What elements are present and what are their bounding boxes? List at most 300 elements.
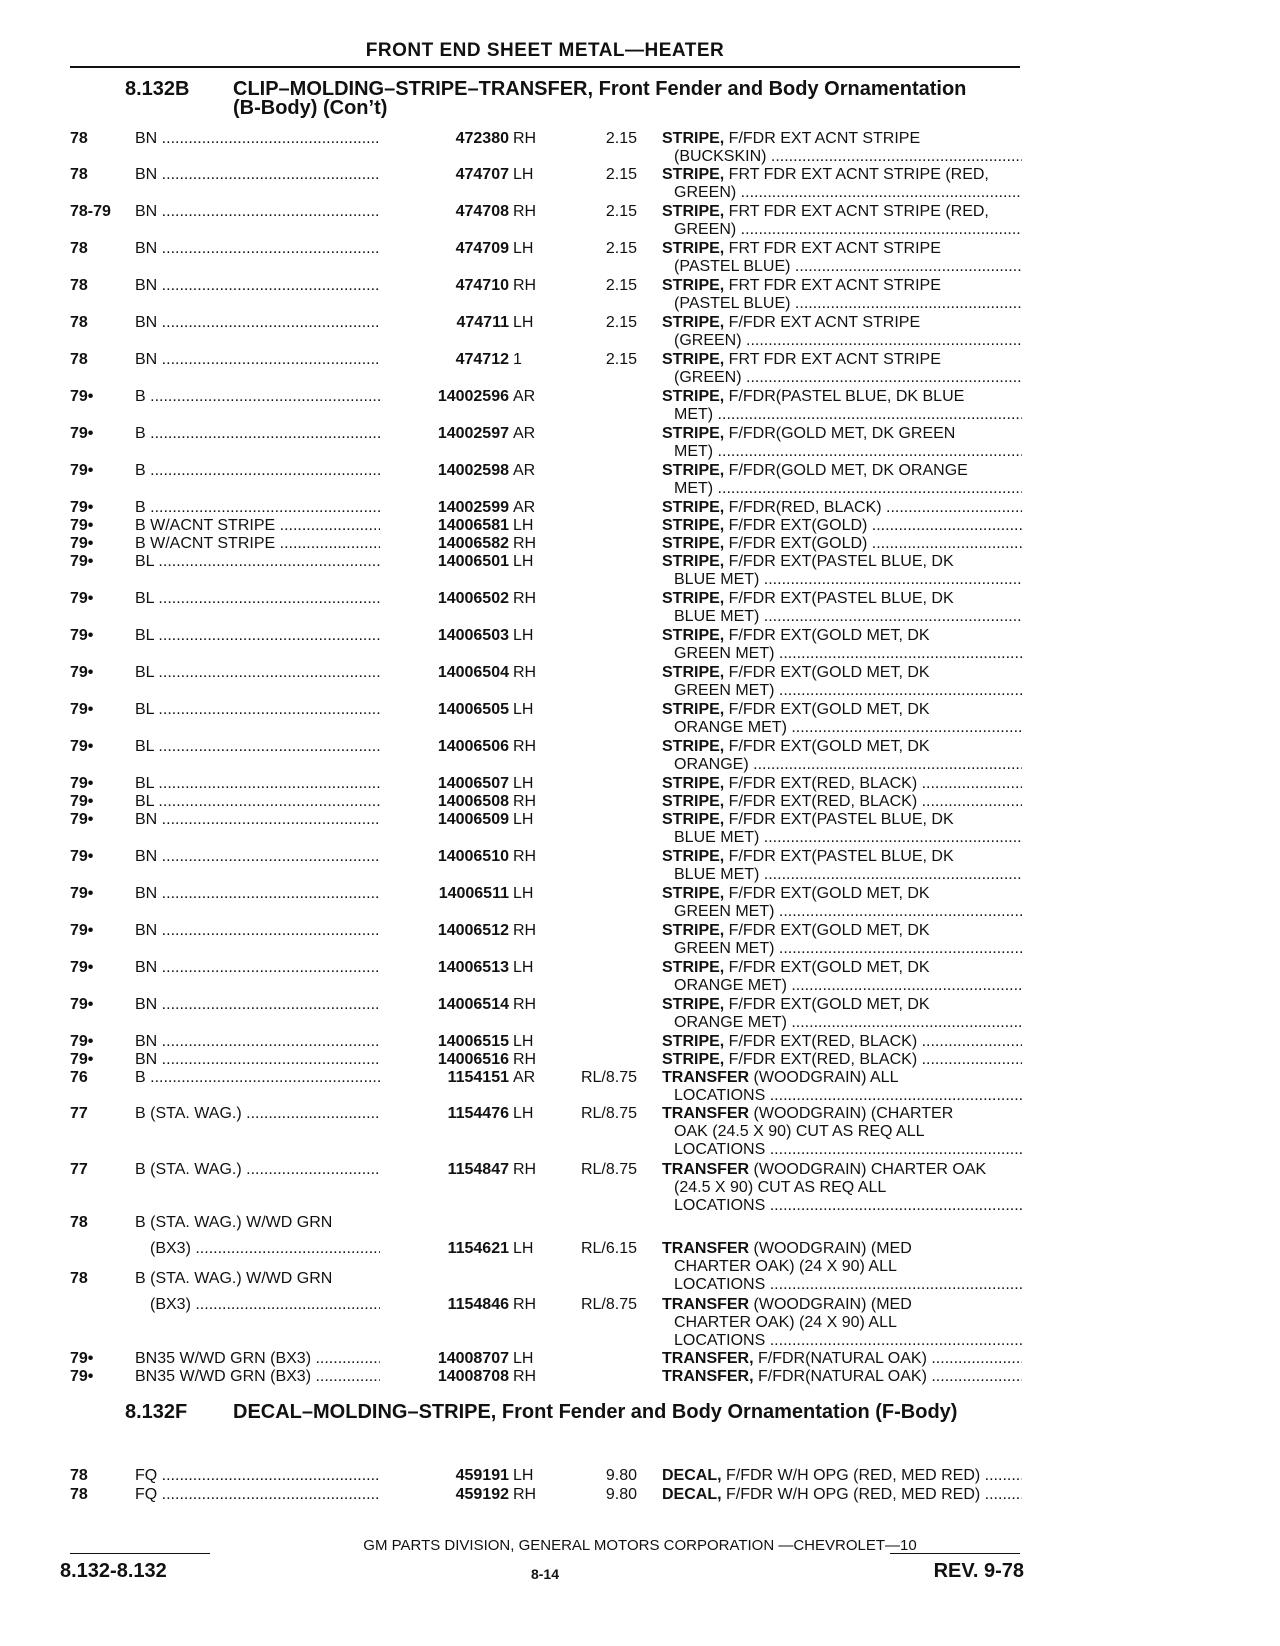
side-code: LH: [513, 811, 534, 828]
section-number: 8.132B: [125, 78, 190, 100]
part-description: [662, 1105, 1022, 1159]
model-code: FQ .....: [135, 1486, 400, 1504]
description-line: GREEN) .....: [662, 184, 1022, 202]
description-line: CHARTER OAK) (24 X 90) ALL: [674, 1258, 897, 1275]
description-line: MET) .....: [662, 406, 1022, 424]
description-line: [662, 701, 1022, 719]
model-code: BN .....: [135, 811, 400, 829]
part-description: [662, 738, 1022, 774]
item-name: STRIPE,: [662, 922, 725, 939]
model-code: B .....: [135, 1069, 400, 1087]
side-code: LH: [513, 1105, 534, 1122]
description-line: [662, 1486, 1022, 1504]
description-line: (PASTEL BLUE) .....: [662, 258, 1022, 276]
side-code: LH: [513, 553, 534, 570]
part-number: 474711: [380, 314, 509, 332]
item-detail: F/FDR EXT(GOLD MET, DK: [724, 959, 930, 976]
item-name: STRIPE,: [662, 499, 725, 516]
part-number: 474707: [380, 166, 509, 184]
model-code: BN .....: [135, 351, 400, 369]
side-code: LH: [513, 517, 534, 534]
part-number: 459192: [380, 1486, 509, 1504]
part-number: 14006582: [380, 535, 509, 553]
side-code: LH: [513, 1033, 534, 1050]
item-name: STRIPE,: [662, 166, 725, 183]
description-line: [662, 462, 1022, 480]
part-number: 14002599: [380, 499, 509, 517]
description-line: (GREEN) .....: [662, 369, 1022, 387]
item-name: STRIPE,: [662, 130, 725, 147]
quantity: 9.80: [605, 1486, 637, 1503]
section-title: DECAL–MOLDING–STRIPE, Front Fender and Body Ornamentation (F-Body): [233, 1401, 958, 1423]
model-code: BN .....: [135, 166, 400, 184]
model-code: BN .....: [135, 130, 400, 148]
item-detail: (WOODGRAIN) CHARTER OAK: [749, 1161, 987, 1178]
description-line: [662, 996, 1022, 1014]
part-description: [662, 701, 1022, 737]
part-description: [662, 1350, 1022, 1368]
side-code: RH: [513, 1161, 537, 1178]
side-code: RH: [513, 1368, 537, 1385]
description-line: (GREEN) .....: [662, 332, 1022, 350]
description-line: [662, 1368, 1022, 1386]
part-number: 14008708: [380, 1368, 509, 1386]
description-line: LOCATIONS .....: [662, 1197, 1022, 1215]
description-line: BLUE MET) .....: [662, 571, 1022, 589]
item-name: STRIPE,: [662, 848, 725, 865]
model-code: BN .....: [135, 1051, 400, 1069]
part-description: [662, 1033, 1022, 1051]
model-code: B .....: [135, 499, 400, 517]
side-code: RH: [513, 590, 537, 607]
item-name: STRIPE,: [662, 775, 725, 792]
item-name: STRIPE,: [662, 664, 725, 681]
side-code: RH: [513, 922, 537, 939]
item-name: STRIPE,: [662, 811, 725, 828]
part-number: 14006501: [380, 553, 509, 571]
item-detail: FRT FDR EXT ACNT STRIPE (RED,: [724, 203, 989, 220]
part-number: 474709: [380, 240, 509, 258]
part-number: 14006581: [380, 517, 509, 535]
item-detail: F/FDR W/H OPG (RED, MED RED): [721, 1467, 981, 1484]
item-name: STRIPE,: [662, 1051, 725, 1068]
item-name: DECAL,: [662, 1486, 722, 1503]
description-line: ORANGE) .....: [662, 756, 1022, 774]
item-detail: F/FDR(NATURAL OAK): [753, 1368, 927, 1385]
part-description: [662, 1069, 1022, 1105]
quantity: RL/8.75: [580, 1069, 637, 1086]
part-description: [662, 996, 1022, 1032]
model-code: (BX3) .....: [150, 1240, 400, 1258]
model-year: 78: [70, 130, 88, 147]
part-description: [662, 388, 1022, 424]
model-year: 79•: [70, 793, 94, 810]
description-line: [662, 1161, 1022, 1179]
item-name: STRIPE,: [662, 627, 725, 644]
model-year: 79•: [70, 922, 94, 939]
side-code: AR: [513, 499, 536, 516]
side-code: AR: [513, 1069, 536, 1086]
header-rule: [70, 66, 1020, 68]
description-line: [662, 922, 1022, 940]
model-code: BN35 W/WD GRN (BX3) .....: [135, 1350, 400, 1368]
item-detail: F/FDR(GOLD MET, DK ORANGE: [724, 462, 968, 479]
quantity: 2.15: [605, 203, 637, 220]
description-line: ORANGE MET) .....: [662, 977, 1022, 995]
section-title: CLIP–MOLDING–STRIPE–TRANSFER, Front Fender and Body Ornamentation (B-Body) (Con’t): [233, 78, 967, 119]
item-name: TRANSFER,: [662, 1368, 754, 1385]
item-detail: F/FDR EXT(GOLD MET, DK: [724, 996, 930, 1013]
model-code: BN .....: [135, 277, 400, 295]
model-year: 78: [70, 277, 88, 294]
side-code: LH: [513, 885, 534, 902]
model-year: 79•: [70, 1350, 94, 1367]
part-description: [662, 314, 1022, 350]
section-number: 8.132F: [125, 1401, 188, 1423]
item-detail: F/FDR EXT(GOLD MET, DK: [724, 627, 930, 644]
quantity: 2.15: [605, 351, 637, 368]
description-line: [662, 848, 1022, 866]
item-name: TRANSFER: [662, 1296, 750, 1313]
part-description: [662, 775, 1022, 793]
quantity: 2.15: [605, 277, 637, 294]
description-line: [662, 277, 1022, 295]
item-detail: F/FDR EXT(GOLD): [724, 535, 868, 552]
part-description: [662, 277, 1022, 313]
description-line: [662, 130, 1022, 148]
part-description: [662, 1161, 1022, 1215]
item-name: STRIPE,: [662, 701, 725, 718]
side-code: LH: [513, 240, 534, 257]
part-number: 14008707: [380, 1350, 509, 1368]
item-name: STRIPE,: [662, 738, 725, 755]
description-line: LOCATIONS .....: [662, 1141, 1022, 1159]
part-description: [662, 885, 1022, 921]
part-number: 14006513: [380, 959, 509, 977]
model-year: 79•: [70, 701, 94, 718]
footer-section-range: 8.132-8.132: [60, 1560, 167, 1582]
item-detail: F/FDR(PASTEL BLUE, DK BLUE: [724, 388, 965, 405]
model-year: 79•: [70, 388, 94, 405]
description-line: [662, 240, 1022, 258]
model-code: BL .....: [135, 553, 400, 571]
model-year: 79•: [70, 1033, 94, 1050]
side-code: RH: [513, 738, 537, 755]
part-description: [662, 848, 1022, 884]
model-code: BL .....: [135, 775, 400, 793]
model-year: 79•: [70, 1051, 94, 1068]
model-code: BN .....: [135, 848, 400, 866]
part-number: 1154476: [380, 1105, 509, 1123]
description-line: [662, 1467, 1022, 1485]
quantity: 2.15: [605, 166, 637, 183]
item-detail: (WOODGRAIN) (MED: [749, 1296, 912, 1313]
part-number: 1154621: [380, 1240, 509, 1258]
part-number: 1154846: [380, 1296, 509, 1314]
model-code: BL .....: [135, 701, 400, 719]
model-code: BN .....: [135, 203, 400, 221]
item-detail: F/FDR EXT(PASTEL BLUE, DK: [724, 590, 954, 607]
model-code: B (STA. WAG.) .....: [135, 1161, 400, 1179]
description-line: [662, 1105, 1022, 1123]
part-number: 474708: [380, 203, 509, 221]
part-number: 459191: [380, 1467, 509, 1485]
part-description: [662, 590, 1022, 626]
description-line: (24.5 X 90) CUT AS REQ ALL: [674, 1179, 887, 1196]
part-number: 14002596: [380, 388, 509, 406]
description-line: [662, 535, 1022, 553]
model-year: 78: [70, 351, 88, 368]
item-name: STRIPE,: [662, 1033, 725, 1050]
item-name: STRIPE,: [662, 793, 725, 810]
model-code: BN .....: [135, 240, 400, 258]
item-detail: F/FDR EXT(GOLD MET, DK: [724, 738, 930, 755]
model-year: 79•: [70, 775, 94, 792]
page-title: FRONT END SHEET METAL—HEATER: [365, 40, 725, 61]
side-code: RH: [513, 793, 537, 810]
quantity: RL/8.75: [580, 1105, 637, 1122]
description-line: ORANGE MET) .....: [662, 719, 1022, 737]
item-detail: F/FDR EXT(PASTEL BLUE, DK: [724, 848, 954, 865]
side-code: 1: [513, 351, 522, 368]
model-code: B .....: [135, 462, 400, 480]
part-number: 14006512: [380, 922, 509, 940]
item-detail: F/FDR EXT(GOLD MET, DK: [724, 922, 930, 939]
model-code: BL .....: [135, 590, 400, 608]
part-number: 1154151: [380, 1069, 509, 1087]
item-detail: F/FDR EXT(PASTEL BLUE, DK: [724, 553, 954, 570]
part-number: 14006511: [380, 885, 509, 903]
item-detail: F/FDR EXT(GOLD MET, DK: [724, 701, 930, 718]
part-number: 14006505: [380, 701, 509, 719]
item-detail: F/FDR EXT(RED, BLACK): [724, 775, 918, 792]
model-year: 78: [70, 1214, 88, 1231]
part-number: 14006514: [380, 996, 509, 1014]
part-number: 14006503: [380, 627, 509, 645]
part-description: [662, 811, 1022, 847]
item-detail: FRT FDR EXT ACNT STRIPE: [724, 240, 941, 257]
model-code: B (STA. WAG.) .....: [135, 1105, 400, 1123]
model-year: 78: [70, 1486, 88, 1503]
page-number: 8-14: [530, 1566, 560, 1582]
side-code: LH: [513, 166, 534, 183]
item-detail: F/FDR EXT ACNT STRIPE: [724, 130, 921, 147]
description-line: [662, 166, 1022, 184]
side-code: LH: [513, 775, 534, 792]
item-detail: F/FDR W/H OPG (RED, MED RED): [721, 1486, 981, 1503]
side-code: RH: [513, 277, 537, 294]
item-detail: FRT FDR EXT ACNT STRIPE: [724, 351, 941, 368]
model-code: BL .....: [135, 627, 400, 645]
side-code: AR: [513, 462, 536, 479]
side-code: RH: [513, 848, 537, 865]
model-year: 78: [70, 240, 88, 257]
model-year: 78: [70, 166, 88, 183]
item-name: STRIPE,: [662, 314, 725, 331]
part-description: [662, 1486, 1022, 1504]
description-line: [662, 1033, 1022, 1051]
description-line: [662, 885, 1022, 903]
part-number: 14006508: [380, 793, 509, 811]
model-year: 78: [70, 1270, 88, 1287]
description-line: [662, 738, 1022, 756]
quantity: RL/8.75: [580, 1296, 637, 1313]
part-number: 14002597: [380, 425, 509, 443]
item-detail: F/FDR EXT(GOLD): [724, 517, 868, 534]
description-line: [662, 1069, 1022, 1087]
model-year: 78: [70, 1467, 88, 1484]
item-name: STRIPE,: [662, 425, 725, 442]
description-line: [662, 499, 1022, 517]
description-line: LOCATIONS .....: [662, 1087, 1022, 1105]
side-code: LH: [513, 314, 534, 331]
model-year: 79•: [70, 590, 94, 607]
item-detail: F/FDR EXT(GOLD MET, DK: [724, 885, 930, 902]
item-name: STRIPE,: [662, 517, 725, 534]
model-year: 79•: [70, 535, 94, 552]
model-code: (BX3) .....: [150, 1296, 400, 1314]
item-detail: F/FDR EXT(RED, BLACK): [724, 1033, 918, 1050]
side-code: RH: [513, 203, 537, 220]
item-detail: FRT FDR EXT ACNT STRIPE: [724, 277, 941, 294]
model-year: 76: [70, 1069, 88, 1086]
item-detail: F/FDR EXT ACNT STRIPE: [724, 314, 921, 331]
part-description: [662, 553, 1022, 589]
item-name: STRIPE,: [662, 996, 725, 1013]
part-description: [662, 351, 1022, 387]
part-description: [662, 240, 1022, 276]
part-description: [662, 1240, 1022, 1294]
part-number: 474712: [380, 351, 509, 369]
model-code: BN .....: [135, 885, 400, 903]
part-number: 474710: [380, 277, 509, 295]
item-detail: (WOODGRAIN) (MED: [749, 1240, 912, 1257]
item-name: STRIPE,: [662, 388, 725, 405]
description-line: [662, 314, 1022, 332]
description-line: LOCATIONS .....: [662, 1332, 1022, 1350]
description-line: GREEN MET) .....: [662, 940, 1022, 958]
part-description: [662, 499, 1022, 517]
model-year: 79•: [70, 462, 94, 479]
part-description: [662, 166, 1022, 202]
model-code: BL .....: [135, 793, 400, 811]
item-name: TRANSFER: [662, 1105, 750, 1122]
model-code: BN .....: [135, 1033, 400, 1051]
side-code: RH: [513, 535, 537, 552]
model-year: 78: [70, 314, 88, 331]
description-line: MET) .....: [662, 443, 1022, 461]
side-code: RH: [513, 1296, 537, 1313]
model-code: BL .....: [135, 664, 400, 682]
description-line: MET) .....: [662, 480, 1022, 498]
description-line: BLUE MET) .....: [662, 608, 1022, 626]
item-detail: (WOODGRAIN) ALL: [749, 1069, 899, 1086]
description-line: BLUE MET) .....: [662, 829, 1022, 847]
quantity: RL/8.75: [580, 1161, 637, 1178]
description-line: GREEN) .....: [662, 221, 1022, 239]
part-description: [662, 462, 1022, 498]
model-year: 79•: [70, 996, 94, 1013]
description-line: [662, 517, 1022, 535]
side-code: LH: [513, 701, 534, 718]
model-code: B W/ACNT STRIPE .....: [135, 535, 400, 553]
quantity: RL/6.15: [580, 1240, 637, 1257]
item-name: STRIPE,: [662, 277, 725, 294]
item-name: TRANSFER: [662, 1069, 750, 1086]
description-line: BLUE MET) .....: [662, 866, 1022, 884]
quantity: 2.15: [605, 130, 637, 147]
part-number: 14006509: [380, 811, 509, 829]
side-code: LH: [513, 1240, 534, 1257]
part-number: 1154847: [380, 1161, 509, 1179]
model-year: 79•: [70, 1368, 94, 1385]
model-year: 79•: [70, 848, 94, 865]
part-description: [662, 627, 1022, 663]
model-year: 79•: [70, 517, 94, 534]
model-code: B .....: [135, 425, 400, 443]
description-line: [662, 664, 1022, 682]
description-line: (BUCKSKIN) .....: [662, 148, 1022, 166]
part-description: [662, 535, 1022, 553]
item-name: STRIPE,: [662, 351, 725, 368]
item-detail: F/FDR EXT(RED, BLACK): [724, 1051, 918, 1068]
item-name: STRIPE,: [662, 535, 725, 552]
side-code: RH: [513, 1486, 537, 1503]
model-code: BN .....: [135, 959, 400, 977]
side-code: RH: [513, 996, 537, 1013]
item-name: STRIPE,: [662, 959, 725, 976]
footer-publisher: GM PARTS DIVISION, GENERAL MOTORS CORPORATION —CHEVROLET—10: [363, 1537, 917, 1554]
model-code: B (STA. WAG.) W/WD GRN: [135, 1214, 333, 1231]
item-detail: F/FDR EXT(PASTEL BLUE, DK: [724, 811, 954, 828]
part-number: 14006504: [380, 664, 509, 682]
part-description: [662, 793, 1022, 811]
item-name: TRANSFER: [662, 1161, 750, 1178]
description-line: [662, 1051, 1022, 1069]
item-detail: F/FDR(RED, BLACK): [724, 499, 882, 516]
side-code: AR: [513, 388, 536, 405]
part-description: [662, 1467, 1022, 1485]
item-detail: F/FDR(GOLD MET, DK GREEN: [724, 425, 956, 442]
quantity: 9.80: [605, 1467, 637, 1484]
model-year: 77: [70, 1105, 88, 1122]
item-name: STRIPE,: [662, 885, 725, 902]
item-name: TRANSFER,: [662, 1350, 754, 1367]
part-description: [662, 1296, 1022, 1350]
item-detail: FRT FDR EXT ACNT STRIPE (RED,: [724, 166, 989, 183]
side-code: RH: [513, 130, 537, 147]
description-line: GREEN MET) .....: [662, 903, 1022, 921]
part-description: [662, 1051, 1022, 1069]
model-code: BN .....: [135, 314, 400, 332]
description-line: CHARTER OAK) (24 X 90) ALL: [674, 1314, 897, 1331]
model-code: B W/ACNT STRIPE .....: [135, 517, 400, 535]
description-line: OAK (24.5 X 90) CUT AS REQ ALL: [674, 1123, 925, 1140]
model-year: 79•: [70, 959, 94, 976]
model-year: 79•: [70, 627, 94, 644]
side-code: RH: [513, 1051, 537, 1068]
part-number: 14006510: [380, 848, 509, 866]
side-code: LH: [513, 959, 534, 976]
model-year: 79•: [70, 811, 94, 828]
part-description: [662, 517, 1022, 535]
side-code: RH: [513, 664, 537, 681]
part-number: 14006502: [380, 590, 509, 608]
part-number: 14006515: [380, 1033, 509, 1051]
description-line: [662, 388, 1022, 406]
model-code: BN .....: [135, 922, 400, 940]
model-code: BN .....: [135, 996, 400, 1014]
